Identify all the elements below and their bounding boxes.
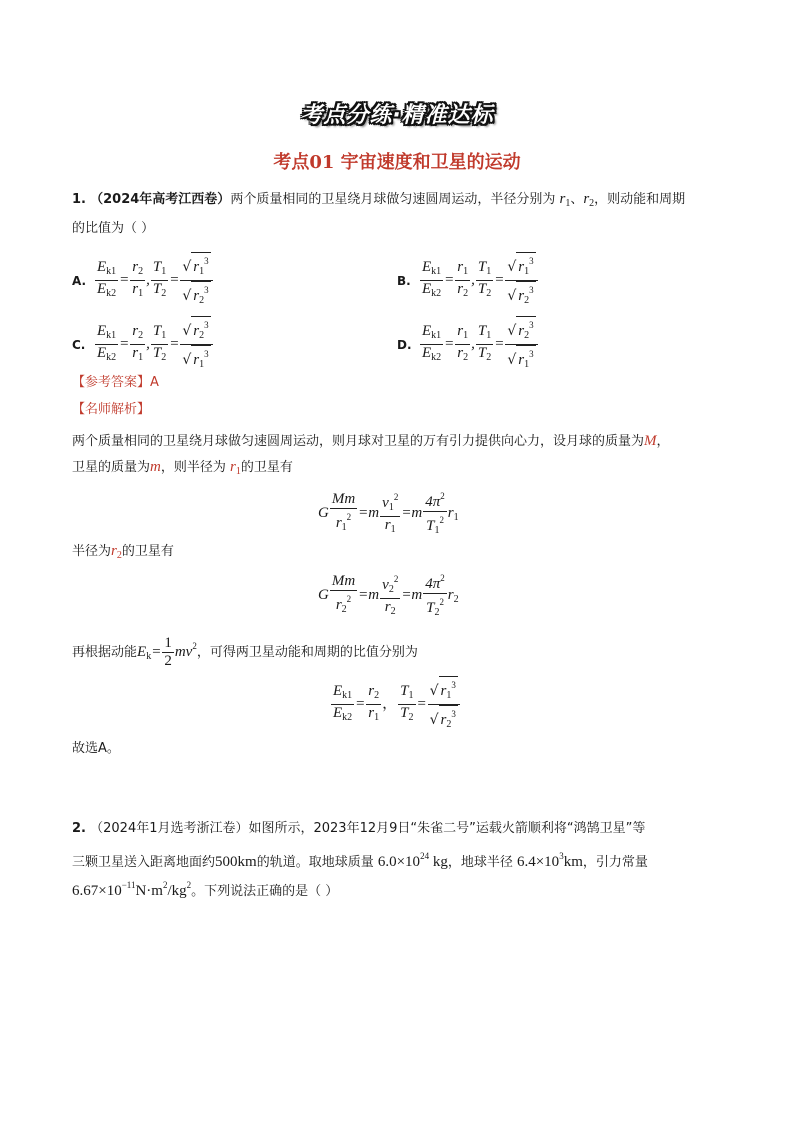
- conclusion: 故选A。: [72, 741, 120, 756]
- option-a[interactable]: A. $\frac{E_{k1}}{E_{k2}}$ = $\frac{r_2}{r_1}$ , $\frac{T_1}{T_2}$ = $\frac{√ r_1^3}{√ r_2^3}$: [72, 252, 214, 309]
- question-2-stem: 2. （2024年1月选考浙江卷）如图所示，2023年12月9日“朱雀二号”运载火箭顺利将“鸿鹄卫星”等: [72, 821, 646, 836]
- option-d[interactable]: D. $\frac{E_{k1}}{E_{k2}}$ = $\frac{r_1}{r_2}$ , $\frac{T_1}{T_2}$ = $\frac{√ r_2^3}{√ r_1^3}$: [397, 316, 539, 373]
- option-b[interactable]: B. $\frac{E_{k1}}{E_{k2}}$ = $\frac{r_1}{r_2}$ , $\frac{T_1}{T_2}$ = $\frac{√ r_1^3}{√ r_2^3}$: [397, 252, 539, 309]
- question-source: （2024年1月选考浙江卷）: [90, 821, 249, 836]
- question-1-stem-line2: 的比值为（ ）: [72, 221, 155, 236]
- analysis-text-2: 卫星的质量为m，则半径为 $r_1$的卫星有: [72, 459, 293, 477]
- question-1-stem: 1. （2024年高考江西卷）两个质量相同的卫星绕月球做匀速圆周运动，半径分别为 $r_1$、$r_2$，则动能和周期: [72, 191, 686, 209]
- analysis-label: 【名师解析】: [72, 402, 151, 417]
- answer-label: 【参考答案】A: [72, 375, 159, 390]
- analysis-text-1: 两个质量相同的卫星绕月球做匀速圆周运动，则月球对卫星的万有引力提供向心力，设月球的质量为M，: [72, 433, 670, 449]
- analysis-text-4: 再根据动能$E_k=$ $\frac{1}{2}$ $mv^2$，可得两卫星动能和周期的比值分别为: [72, 635, 418, 670]
- page-title: 考点01 宇宙速度和卫星的运动: [273, 152, 521, 173]
- formula-gravity-r1: G $\frac{Mm}{r_1^2}$ =m $\frac{v_1^2}{r_1}$ =m $\frac{4\pi^2}{T_1^2}$ $r_1$: [318, 488, 459, 539]
- question-2-line2: 三颗卫星送入距离地面约500km的轨道。取地球质量 $6.0\times 10^{24}$ kg，地球半径 $6.4\times 10^3km$，引力常量: [72, 851, 648, 870]
- question-source: （2024年高考江西卷）: [90, 192, 231, 207]
- question-number: 1.: [72, 192, 86, 207]
- formula-ratio: $\frac{E_{k1}}{E_{k2}}$ = $\frac{r_2}{r_1}$ ， $\frac{T_1}{T_2}$ = $\frac{√ r_1^3}{√ r_2^3}$: [330, 676, 461, 733]
- question-2-line3: $6.67\times 10^{-11}N\cdot m^2/kg^2$。下列说法正确的是（ ）: [72, 880, 339, 899]
- option-c[interactable]: C. $\frac{E_{k1}}{E_{k2}}$ = $\frac{r_2}{r_1}$ , $\frac{T_1}{T_2}$ = $\frac{√ r_2^3}{√ r_1^3}$: [72, 316, 214, 373]
- analysis-text-3: 半径为$r_2$的卫星有: [72, 543, 174, 561]
- question-number: 2.: [72, 821, 86, 836]
- formula-gravity-r2: G $\frac{Mm}{r_2^2}$ =m $\frac{v_2^2}{r_2}$ =m $\frac{4\pi^2}{T_2^2}$ $r_2$: [318, 570, 459, 621]
- section-banner: 考点分练·精准达标: [300, 103, 494, 128]
